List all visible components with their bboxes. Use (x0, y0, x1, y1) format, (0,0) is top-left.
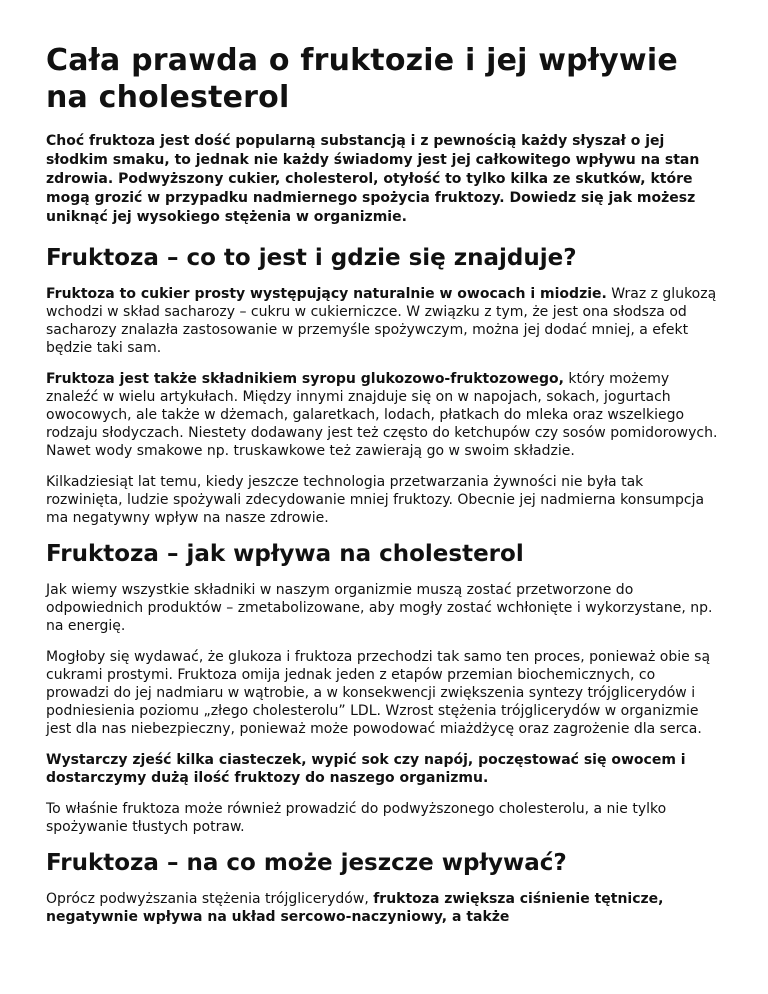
section-heading-what-is-fructose: Fruktoza – co to jest i gdzie się znajduje? (46, 245, 577, 271)
article-lead: Choć fruktoza jest dość popularną substancją i z pewnością każdy słyszał o jej słodkim smaku, to jednak nie każdy świadomy jest jej całkowitego wpływu na stan zdrowia. Podwyższony cukier, cholesterol, otyłość to tylko kilka ze skutków, które mogą grozić w przypadku nadmiernego spożycia fruktozy. Dowiedz się jak możesz uniknąć jej wysokiego stężenia w organizmie. (46, 133, 700, 225)
paragraph-text: który możemy znaleźć w wielu artykułach. Między innymi znajduje się on w napojach, sokach, jogurtach owocowych, ale także w dżemach, galaretkach, lodach, płatkach do mleka oraz wszelkiego rodzaju słodyczach. Niestety dodawany jest też często do ketchupów czy sosów pomidorowych. Nawet wody smakowe np. truskawkowe też zawierają go w swoim składzie. (46, 371, 718, 459)
paragraph-glucose-fructose-syrup (46, 370, 722, 460)
paragraph-bold-phrase: Fruktoza jest także składnikiem syropu glukozowo-fruktozowego, (46, 371, 564, 387)
paragraph-triglycerides: Mogłoby się wydawać, że glukoza i fruktoza przechodzi tak samo ten proces, ponieważ obie są cukrami prostymi. Fruktoza omija jednak jeden z etapów przemian biochemicznych, co prowadzi do jej nadmiaru w wątrobie, a w konsekwencji zwiększenia syntezy trójglicerydów i podniesienia poziomu „złego cholesterolu” LDL. Wzrost stężenia trójglicerydów w organizmie jest dla nas niebezpieczny, ponieważ może powodować miażdżycę oraz zagrożenie dla serca. (46, 649, 711, 737)
paragraph-other-effects (46, 890, 722, 926)
paragraph-text: Oprócz podwyższania stężenia trójglicerydów, (46, 891, 374, 907)
paragraph-metabolism: Jak wiemy wszystkie składniki w naszym organizmie muszą zostać przetworzone do odpowiednich produktów – zmetabolizowane, aby mogły zostać wchłonięte i wykorzystane, np. na energię. (46, 582, 713, 634)
paragraph-fructose-definition (46, 285, 722, 357)
section-heading-other-effects: Fruktoza – na co może jeszcze wpływać? (46, 850, 567, 876)
paragraph-text: Wraz z glukozą wchodzi w skład sacharozy – cukru w cukierniczce. W związku z tym, że jest ona słodsza od sacharozy znalazła zastosowanie w przemyśle spożywczym, można jej dodać mniej, a efekt będzie taki sam. (46, 286, 717, 356)
section-heading-cholesterol: Fruktoza – jak wpływa na cholesterol (46, 541, 524, 567)
paragraph-cholesterol-cause: To właśnie fruktoza może również prowadzić do podwyższonego cholesterolu, a nie tylko spożywanie tłustych potraw. (46, 801, 667, 835)
paragraph-bold-phrase: fruktoza zwiększa ciśnienie tętnicze, negatywnie wpływa na układ sercowo-naczyniowy, a także (46, 891, 664, 925)
paragraph-history: Kilkadziesiąt lat temu, kiedy jeszcze technologia przetwarzania żywności nie była tak rozwinięta, ludzie spożywali zdecydowanie mniej fruktozy. Obecnie jej nadmierna konsumpcja ma negatywny wpływ na nasze zdrowie. (46, 474, 705, 526)
paragraph-highlight: Wystarczy zjeść kilka ciasteczek, wypić sok czy napój, poczęstować się owocem i dostarczymy dużą ilość fruktozy do naszego organizmu. (46, 752, 686, 786)
article-title: Cała prawda o fruktozie i jej wpływie na cholesterol (46, 43, 678, 115)
paragraph-bold-phrase: Fruktoza to cukier prosty występujący naturalnie w owocach i miodzie. (46, 286, 607, 302)
